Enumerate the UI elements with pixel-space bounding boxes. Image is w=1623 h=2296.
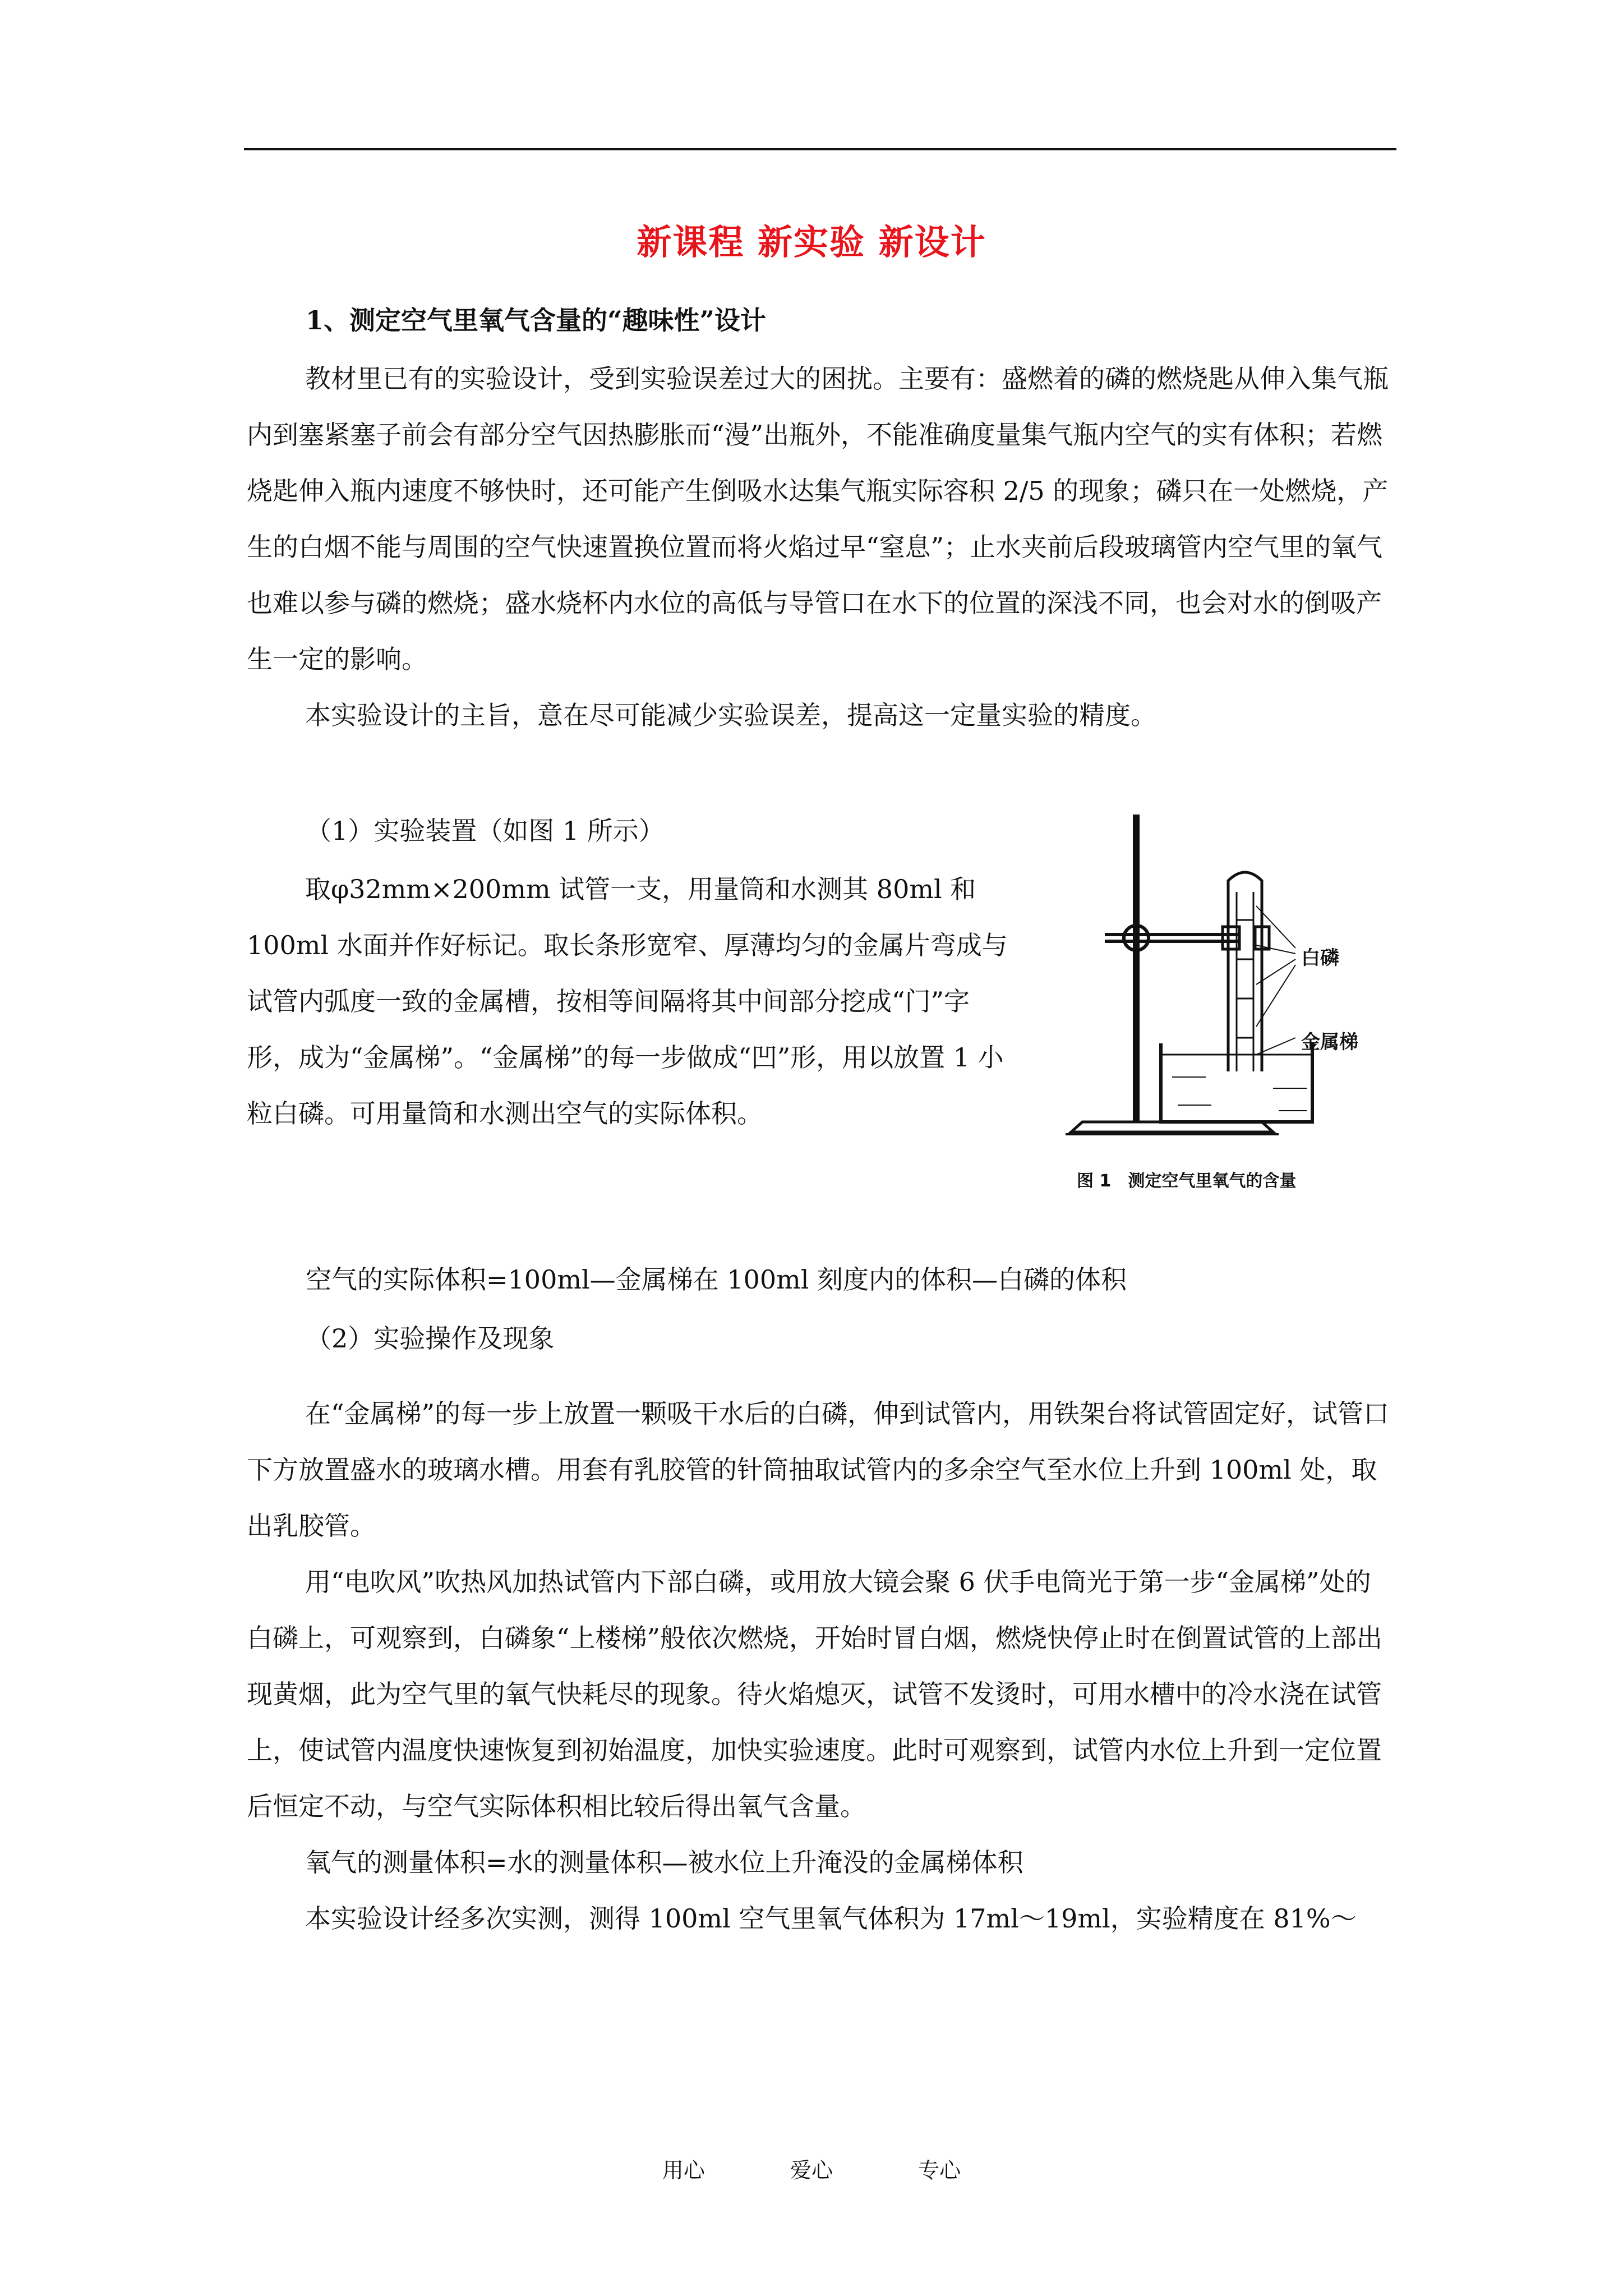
footer-item: 专心 — [918, 2158, 961, 2183]
apparatus-paragraph: 取φ32mm×200mm 试管一支，用量筒和水测其 80ml 和 100ml 水面并作好标记。取长条形宽窄、厚薄均匀的金属片弯成与试管内弧度一致的金属槽，按相等间隔将其中间部分挖成“门”字形，成为“金属梯”。“金属梯”的每一步做成“凹”形，用以放置 1 小粒白磷。可用量筒和水测出空气的实际体积。 — [247, 874, 1008, 1129]
subsection-2-title: （2）实验操作及现象 — [306, 1323, 555, 1354]
intro-block — [247, 351, 1396, 743]
formula-oxygen-volume: 氧气的测量体积=水的测量体积—被水位上升淹没的金属梯体积 — [305, 1847, 1023, 1878]
figure-caption: 图 1 测定空气里氧气的含量 — [1077, 1171, 1297, 1191]
label-metal-ladder: 金属梯 — [1301, 1031, 1358, 1053]
footer-item: 用心 — [662, 2158, 705, 2183]
page-title: 新课程 新实验 新设计 — [637, 222, 986, 263]
operations-block — [247, 1386, 1396, 1947]
operations-paragraph-2: 用“电吹风”吹热风加热试管内下部白磷，或用放大镜会聚 6 伏手电筒光于第一步“金属梯”处的白磷上，可观察到，白磷象“上楼梯”般依次燃烧，开始时冒白烟，燃烧快停止时在倒置试管的上部出现黄烟，此为空气里的氧气快耗尽的现象。待火焰熄灭，试管不发烫时，可用水槽中的冷水浇在试管上，使试管内温度快速恢复到初始温度，加快实验速度。此时可观察到，试管内水位上升到一定位置后恒定不动，与空气实际体积相比较后得出氧气含量。 — [247, 1567, 1383, 1821]
header-rule — [244, 148, 1396, 150]
footer-item: 爱心 — [790, 2158, 833, 2183]
apparatus-figure — [1060, 808, 1408, 1200]
label-white-phosphorus: 白磷 — [1301, 947, 1339, 969]
apparatus-block — [247, 861, 1015, 1142]
subsection-1-title: （1）实验装置（如图 1 所示） — [306, 816, 665, 846]
intro-paragraph: 教材里已有的实验设计，受到实验误差过大的困扰。主要有：盛燃着的磷的燃烧匙从伸入集气瓶内到塞紧塞子前会有部分空气因热膨胀而“漫”出瓶外，不能准确度量集气瓶内空气的实有体积；若燃烧匙伸入瓶内速度不够快时，还可能产生倒吸水达集气瓶实际容积 2/5 的现象；磷只在一处燃烧，产生的白烟不能与周围的空气快速置换位置而将火焰过早“窒息”；止水夹前后段玻璃管内空气里的氧气也难以参与磷的燃烧；盛水烧杯内水位的高低与导管口在水下的位置的深浅不同，也会对水的倒吸产生一定的影响。 — [247, 364, 1389, 674]
footer — [0, 2153, 1623, 2184]
apparatus-diagram — [1060, 808, 1408, 1167]
purpose-paragraph: 本实验设计的主旨，意在尽可能减少实验误差，提高这一定量实验的精度。 — [305, 700, 1156, 730]
operations-paragraph-1: 在“金属梯”的每一步上放置一颗吸干水后的白磷，伸到试管内，用铁架台将试管固定好，试管口下方放置盛水的玻璃水槽。用套有乳胶管的针筒抽取试管内的多余空气至水位上升到 100ml 处，取出乳胶管。 — [247, 1398, 1390, 1541]
result-paragraph: 本实验设计经多次实测，测得 100ml 空气里氧气体积为 17ml～19ml，实验精度在 81%～ — [305, 1903, 1357, 1934]
formula-air-volume: 空气的实际体积=100ml—金属梯在 100ml 刻度内的体积—白磷的体积 — [306, 1264, 1127, 1295]
section-heading: 1、测定空气里氧气含量的“趣味性”设计 — [306, 305, 766, 335]
